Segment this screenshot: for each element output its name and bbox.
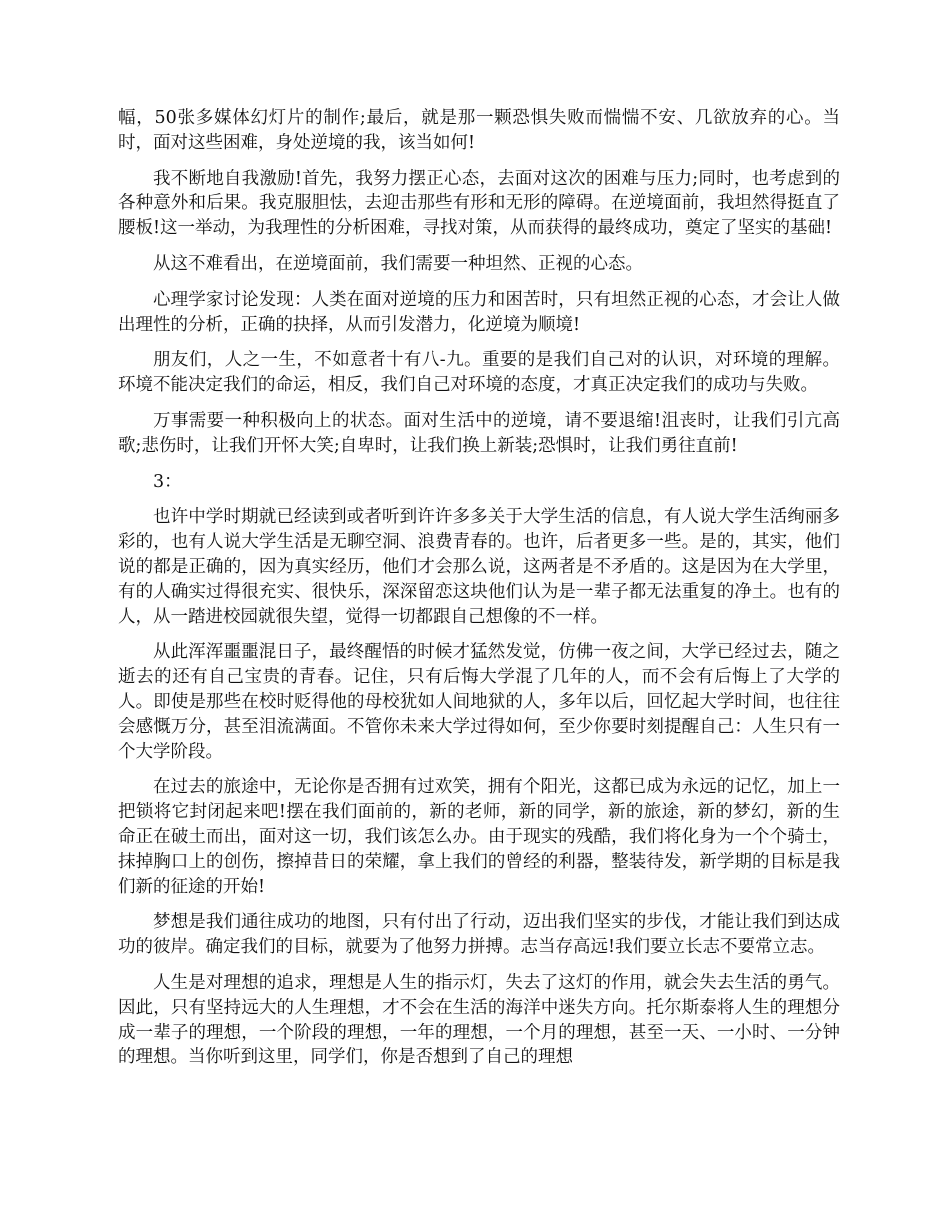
paragraph-university-life: 也许中学时期就已经读到或者听到许许多多关于大学生活的信息，有人说大学生活绚丽多彩的，也有人说大学生活是无聊空洞、浪费青春的。也许，后者更多一些。是的，其实，他们说的都是正确的，因为真实经历，他们才会那么说，这两者是不矛盾的。这是因为在大学里，有的人确实过得很充实、很快乐，深深留恋这块他们认为是一辈子都无法重复的净土。也有的人，从一踏进校园就很失望，觉得一切都跟自己想像的不一样。 (118, 507, 840, 627)
paragraph-awakening: 从此浑浑噩噩混日子，最终醒悟的时候才猛然发觉，仿佛一夜之间，大学已经过去，随之逝去的还有自己宝贵的青春。记住，只有后悔大学混了几年的人，而不会有后悔上了大学的人。即使是那些在校时贬得他的母校犹如人间地狱的人，多年以后，回忆起大学时间，也往往会感慨万分，甚至泪流满面。不管你未来大学过得如何，至少你要时刻提醒自己：人生只有一个大学阶段。 (118, 642, 840, 762)
paragraph-ideals: 人生是对理想的追求，理想是人生的指示灯，失去了这灯的作用，就会失去生活的勇气。因此，只有坚持远大的人生理想，才不会在生活的海洋中迷失方向。托尔斯泰将人生的理想分成一辈子的理想，一个阶段的理想，一年的理想，一个月的理想，甚至一天、一小时、一分钟的理想。当你听到这里，同学们，你是否想到了自己的理想 (118, 972, 840, 1068)
paragraph-psychologist-finding: 心理学家讨论发现：人类在面对逆境的压力和困苦时，只有坦然正视的心态，才会让人做出理性的分析，正确的抉择，从而引发潜力，化逆境为顺境! (118, 289, 840, 335)
paragraph-past-journey: 在过去的旅途中，无论你是否拥有过欢笑，拥有个阳光，这都已成为永远的记忆，加上一把锁将它封闭起来吧!摆在我们面前的，新的老师，新的同学，新的旅途，新的梦幻，新的生命正在破土而出，面对这一切，我们该怎么办。由于现实的残酷，我们将化身为一个个骑士，抹掉胸口上的创伤，擦掉昔日的荣耀，拿上我们的曾经的利器，整装待发，新学期的目标是我们新的征途的开始! (118, 777, 840, 897)
paragraph-positive-state: 万事需要一种积极向上的状态。面对生活中的逆境，请不要退缩!沮丧时，让我们引亢高歌;悲伤时，让我们开怀大笑;自卑时，让我们换上新装;恐惧时，让我们勇往直前! (118, 410, 840, 456)
paragraph-friends: 朋友们，人之一生，不如意者十有八-九。重要的是我们自己对的认识，对环境的理解。环境不能决定我们的命运，相反，我们自己对环境的态度，才真正决定我们的成功与失败。 (118, 350, 840, 396)
document-page (118, 106, 840, 1081)
section-number-heading: 3： (153, 471, 182, 492)
paragraph-self-motivation: 我不断地自我激励!首先，我努力摆正心态，去面对这次的困难与压力;同时，也考虑到的各种意外和后果。我克服胆怯，去迎击那些有形和无形的障碍。在逆境面前，我坦然得挺直了腰板!这一举动，为我理性的分析困难，寻找对策，从而获得的最终成功，奠定了坚实的基础! (118, 168, 840, 239)
paragraph-dream-map: 梦想是我们通往成功的地图，只有付出了行动，迈出我们坚实的步伐，才能让我们到达成功的彼岸。确定我们的目标，就要为了他努力拼搏。志当存高远!我们要立长志不要常立志。 (118, 912, 840, 958)
paragraph-calm-attitude: 从这不难看出，在逆境面前，我们需要一种坦然、正视的心态。 (153, 253, 643, 274)
paragraph-continuation: 幅，50张多媒体幻灯片的制作;最后，就是那一颗恐惧失败而惴惴不安、几欲放弃的心。当时，面对这些困难，身处逆境的我，该当如何! (118, 108, 840, 153)
